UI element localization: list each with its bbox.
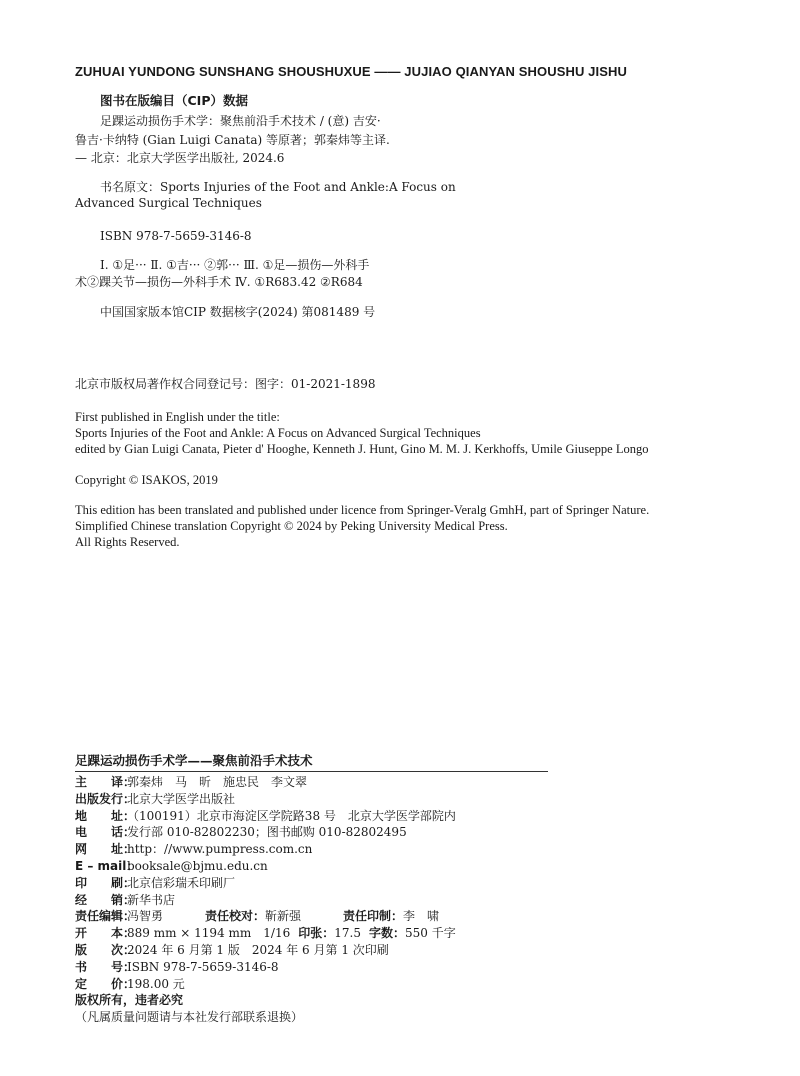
editor-label: 责任编辑： [75, 909, 136, 924]
cip-isbn: ISBN 978-7-5659-3146-8 [100, 229, 252, 243]
proofreader-label: 责任校对： [205, 909, 266, 924]
original-title-line-2: Advanced Surgical Techniques [75, 196, 262, 210]
pinyin-title: ZUHUAI YUNDONG SUNSHANG SHOUSHUXUE —— JUJIAO QIANYAN SHOUSHU JISHU [75, 64, 627, 79]
imprint-row-translators [75, 774, 555, 791]
copyright-isakos: Copyright © ISAKOS, 2019 [75, 473, 218, 487]
distributor-value: 新华书店 [127, 892, 176, 907]
cip-line-3: — 北京：北京大学医学出版社, 2024.6 [75, 151, 285, 165]
words-value: 550 千字 [404, 926, 456, 941]
distributor-label: 经 销： [75, 892, 136, 907]
imprint-row-isbn [75, 959, 555, 976]
licence-line-2: Simplified Chinese translation Copyright © 2024 by Peking University Medical Press. [75, 519, 508, 533]
english-editors: edited by Gian Luigi Canata, Pieter d' Hooghe, Kenneth J. Hunt, Gino M. M. J. Kerkhoffs, Umile Giuseppe Longo [75, 442, 649, 456]
imprint-row-publisher [75, 791, 555, 808]
printer-value: 北京信彩瑞禾印刷厂 [127, 875, 236, 890]
phone-value: 发行部 010-82802230；图书邮购 010-82802495 [127, 825, 407, 840]
imprint-rule [75, 771, 548, 772]
words-label: 字数： [368, 926, 405, 941]
licence-line-1: This edition has been translated and published under licence from Springer-Veralg GmhH, part of Springer Nature. [75, 503, 650, 517]
address-value: （100191）北京市海淀区学院路38 号 北京大学医学部院内 [127, 808, 456, 823]
sheets-value: 17.5 [334, 926, 361, 941]
cip-heading: 图书在版编目（CIP）数据 [100, 93, 248, 108]
website-label: 网 址： [75, 842, 136, 857]
imprint-row-edition [75, 942, 555, 959]
imprint-block [75, 752, 555, 1026]
imprint-row-printer [75, 875, 555, 892]
imprint-row-rights [75, 992, 555, 1009]
print-manager-value: 李 啸 [403, 909, 440, 924]
classification-line-1: Ⅰ. ①足··· Ⅱ. ①吉··· ②郭··· Ⅲ. ①足—损伤—外科手 [100, 258, 370, 272]
publisher-value: 北京大学医学出版社 [127, 791, 236, 806]
quality-notice: （凡属质量问题请与本社发行部联系退换） [75, 1010, 304, 1025]
isbn-value: ISBN 978-7-5659-3146-8 [127, 959, 279, 974]
imprint-row-format [75, 925, 555, 942]
english-book-title: Sports Injuries of the Foot and Ankle: A Focus on Advanced Surgical Techniques [75, 426, 481, 440]
cip-line-2: 鲁吉·卡纳特 (Gian Luigi Canata) 等原著；郭秦炜等主译. [75, 133, 390, 147]
format-label: 开 本： [75, 926, 136, 941]
imprint-title: 足踝运动损伤手术学——聚焦前沿手术技术 [75, 753, 313, 768]
price-label: 定 价： [75, 976, 136, 991]
phone-label: 电 话： [75, 825, 136, 840]
edition-value: 2024 年 6 月第 1 版 2024 年 6 月第 1 次印刷 [127, 942, 389, 957]
imprint-row-phone [75, 824, 555, 841]
translators-label: 主 译： [75, 775, 136, 789]
website-value: http：//www.pumpress.com.cn [127, 842, 313, 857]
rights-notice: 版权所有，违者必究 [75, 993, 184, 1008]
print-manager-label: 责任印制： [343, 909, 404, 924]
proofreader-value: 靳新强 [265, 909, 302, 924]
printer-label: 印 刷： [75, 875, 136, 890]
first-published: First published in English under the title: [75, 410, 280, 424]
imprint-row-distributor [75, 892, 555, 909]
price-value: 198.00 元 [127, 976, 185, 991]
format-value: 889 mm × 1194 mm 1/16 [127, 926, 291, 941]
classification-line-2: 术②踝关节—损伤—外科手术 Ⅳ. ①R683.42 ②R684 [75, 275, 363, 289]
imprint-row-website [75, 841, 555, 858]
imprint-row-notice [75, 1009, 555, 1026]
email-label: E – mail： [75, 858, 139, 873]
imprint-row-price [75, 976, 555, 993]
isbn-label: 书 号： [75, 959, 136, 974]
sheets-label: 印张： [298, 926, 335, 941]
imprint-row-address [75, 808, 555, 825]
cip-data-number: 中国国家版本馆CIP 数据核字(2024) 第081489 号 [100, 305, 376, 319]
licence-line-3: All Rights Reserved. [75, 535, 180, 549]
original-title-line-1: 书名原文：Sports Injuries of the Foot and Ankle:A Focus on [100, 180, 456, 194]
editor-value: 冯智勇 [127, 909, 164, 924]
address-label: 地 址： [75, 808, 136, 823]
copyright-registration: 北京市版权局著作权合同登记号：图字：01-2021-1898 [75, 377, 376, 391]
cip-line-1: 足踝运动损伤手术学：聚焦前沿手术技术 / (意) 吉安· [100, 114, 381, 128]
edition-label: 版 次： [75, 942, 136, 957]
email-value: booksale@bjmu.edu.cn [127, 858, 268, 873]
translators-value: 郭秦炜 马 昕 施忠民 李文翠 [127, 775, 308, 789]
imprint-row-email [75, 858, 555, 875]
imprint-row-responsibility [75, 908, 555, 925]
publisher-label: 出版发行： [75, 791, 136, 806]
